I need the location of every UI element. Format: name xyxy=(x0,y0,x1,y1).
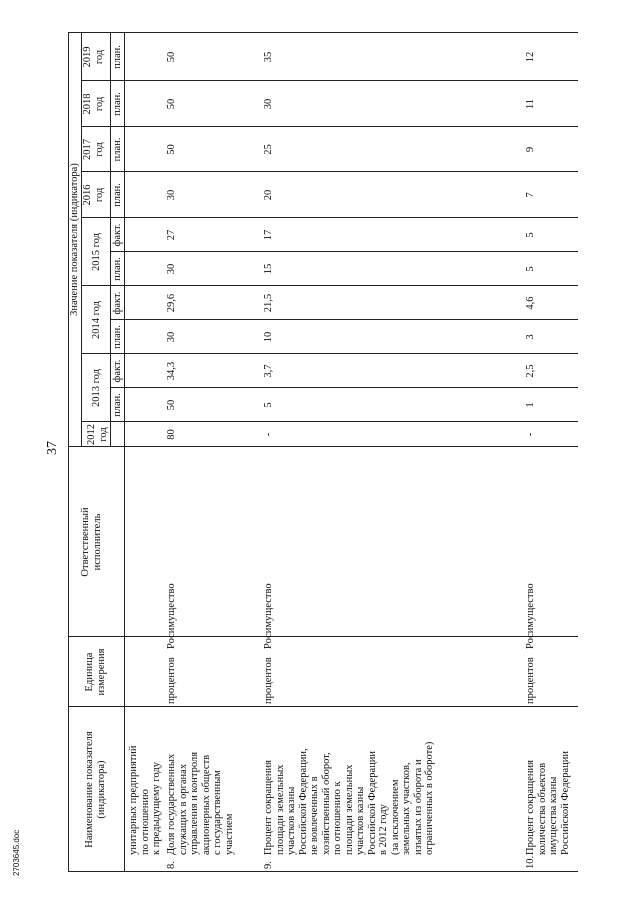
row-name xyxy=(128,745,163,855)
header-fact-2013: факт. xyxy=(112,359,123,383)
footer-file-name: 2703645.doc xyxy=(12,829,21,876)
header-year-2012-line: год xyxy=(97,427,109,442)
row-name-line: хозяйственный оборот, xyxy=(320,752,332,855)
value-2014-plan: 10 xyxy=(263,331,274,343)
header-year-2015: 2015 год xyxy=(91,233,102,271)
row-name-line: ограниченных в обороте) xyxy=(424,741,435,855)
row-name xyxy=(525,751,571,855)
plan-fact-split-2014 xyxy=(110,319,578,320)
header-executor-line: Ответственный xyxy=(80,507,91,577)
col-border-left xyxy=(68,871,578,872)
col-border-2018-2019 xyxy=(81,80,578,81)
header-plan-2013: план. xyxy=(112,393,123,417)
col-border-2014-2015 xyxy=(81,285,578,286)
header-year-2018-line: год xyxy=(93,96,105,112)
value-2013-plan: 5 xyxy=(263,402,274,408)
header-indicator-name xyxy=(84,707,107,872)
row-unit: процентов xyxy=(263,657,274,704)
row-name-line: служащих в органах xyxy=(177,763,189,855)
header-year-2012-line: 2012 xyxy=(86,424,97,445)
header-values-group: Значение показателя (индикатора) xyxy=(69,163,80,316)
col-border-2017-2018 xyxy=(81,126,578,127)
row-executor: Росимущество xyxy=(525,583,536,649)
row-name-line: Российской Федерации xyxy=(559,751,571,855)
value-2019-plan: 50 xyxy=(166,51,177,63)
value-2015-plan: 5 xyxy=(525,266,536,272)
value-2019-plan: 12 xyxy=(525,51,536,63)
header-year-2019-line: 2019 xyxy=(82,46,93,68)
value-2013-fact: 3,7 xyxy=(263,364,274,378)
row-name-line: Российской Федерации, xyxy=(297,748,309,855)
page-number: 37 xyxy=(45,441,60,455)
table-header-bottom-border xyxy=(124,32,125,872)
value-2017-plan: 50 xyxy=(166,144,177,155)
row-number: 9. xyxy=(263,861,274,869)
value-2013-fact: 34,3 xyxy=(166,361,177,381)
value-2016-plan: 20 xyxy=(263,189,274,201)
row-name-line: (за исключением xyxy=(389,779,401,855)
header-year-2016 xyxy=(82,172,105,218)
value-2014-plan: 30 xyxy=(166,331,177,343)
row-name-line: к предыдущему году xyxy=(151,762,162,855)
col-border-2013-2014 xyxy=(81,353,578,354)
col-border-unit-executor xyxy=(68,636,578,637)
value-2015-plan: 30 xyxy=(166,263,177,275)
header-year-2016-line: год xyxy=(93,187,105,203)
header-plan-2016: план. xyxy=(112,183,123,207)
header-year-2019-line: год xyxy=(93,49,105,65)
header-year-2017-line: 2017 xyxy=(82,139,93,160)
value-2019-plan: 35 xyxy=(263,51,274,63)
row-name-line: в 2012 году xyxy=(378,804,389,855)
col-border-right xyxy=(68,32,578,33)
header-year-2018-line: 2018 xyxy=(82,93,93,115)
row-name-line: площади земельных xyxy=(343,764,355,855)
header-fact-2014: факт. xyxy=(112,291,123,315)
header-indicator-name-line: Наименование показателя xyxy=(84,731,95,848)
value-2014-fact: 4,6 xyxy=(525,296,536,310)
row-name-line: земельных участков, xyxy=(401,762,412,855)
value-2016-plan: 7 xyxy=(525,192,536,198)
value-2014-fact: 29,6 xyxy=(166,293,177,313)
header-plan-2017: план. xyxy=(112,137,123,162)
value-2014-plan: 3 xyxy=(525,334,536,340)
value-2017-plan: 25 xyxy=(263,144,274,155)
header-executor xyxy=(80,447,103,637)
row-name-line: Российской Федерации xyxy=(366,751,378,855)
value-2018-plan: 30 xyxy=(263,98,274,110)
value-2013-plan: 1 xyxy=(525,402,536,408)
row-name-line: количества объектов xyxy=(536,762,548,855)
row-name-line: с государственным xyxy=(212,770,223,855)
value-2013-plan: 50 xyxy=(166,399,177,411)
col-border-2012-2013 xyxy=(81,421,578,422)
value-2013-fact: 2,5 xyxy=(525,364,536,378)
row-name-line: изъятых из оборота и xyxy=(412,759,424,855)
value-2015-fact: 17 xyxy=(263,229,274,241)
header-year-2017-line: год xyxy=(93,142,105,157)
row-name-line: Доля государственных xyxy=(166,753,177,855)
col-border-name-unit xyxy=(68,706,578,707)
row-name-line: площади земельных xyxy=(274,764,286,855)
header-year-2018 xyxy=(82,81,105,127)
plan-fact-split-2013 xyxy=(110,387,578,388)
value-2015-plan: 15 xyxy=(263,263,274,275)
header-plan-2019: план. xyxy=(112,45,123,69)
row-executor: Росимущество xyxy=(166,583,177,649)
header-year-2016-line: 2016 xyxy=(82,184,93,206)
indicator-table xyxy=(68,32,578,872)
value-2012: - xyxy=(525,432,536,437)
row-unit: процентов xyxy=(166,657,177,704)
row-name-line: не вовлеченных в xyxy=(309,776,320,855)
row-name-line: унитарных предприятий xyxy=(128,745,139,855)
col-border-2016-2017 xyxy=(81,171,578,172)
row-name-line: Процент сокращения xyxy=(525,760,536,855)
row-name-line: Процент сокращения xyxy=(263,760,274,855)
header-year-2019 xyxy=(82,33,105,81)
plan-fact-split-2015 xyxy=(110,251,578,252)
row-name xyxy=(166,752,235,855)
header-unit xyxy=(84,637,107,707)
row-name-line: участков казны xyxy=(286,786,297,855)
value-2016-plan: 30 xyxy=(166,189,177,201)
col-border-executor-values xyxy=(68,446,578,447)
header-executor-line: исполнитель xyxy=(91,513,103,571)
row-executor: Росимущество xyxy=(263,583,274,649)
header-year-2012 xyxy=(86,422,109,447)
header-plan-2014: план. xyxy=(112,325,123,349)
row-name-line: по отношению xyxy=(139,789,151,855)
row-unit: процентов xyxy=(525,657,536,704)
value-2017-plan: 9 xyxy=(525,146,536,153)
row-name-line: участием xyxy=(223,813,235,855)
value-2018-plan: 11 xyxy=(525,98,536,110)
row-name-line: управления и контроля xyxy=(189,751,200,855)
row-number: 8. xyxy=(166,861,177,869)
value-2012: - xyxy=(263,432,274,437)
col-border-2015-2016 xyxy=(81,217,578,218)
row-name-line: акционерных обществ xyxy=(200,754,212,855)
header-fact-2015: факт. xyxy=(112,223,123,247)
header-year-2013: 2013 год xyxy=(91,369,102,407)
header-unit-line: Единица xyxy=(84,652,95,692)
header-indicator-name-line: (индикатора) xyxy=(95,760,107,819)
header-year-2017 xyxy=(82,127,105,172)
value-2015-fact: 27 xyxy=(166,229,177,241)
value-2014-fact: 21,5 xyxy=(263,293,274,313)
row-name-line: имущества казны xyxy=(548,776,559,855)
row-name-line: участков казны xyxy=(355,786,366,855)
plan-fact-divider xyxy=(110,32,111,447)
header-year-2014: 2014 год xyxy=(91,301,102,339)
value-2012: 80 xyxy=(166,429,177,440)
value-2015-fact: 5 xyxy=(525,232,536,238)
header-unit-line: измерения xyxy=(95,648,107,696)
row-number: 10. xyxy=(525,855,536,869)
header-plan-2018: план. xyxy=(112,92,123,116)
header-plan-2015: план. xyxy=(112,257,123,281)
row-name-line: по отношению к xyxy=(332,781,343,855)
row-name xyxy=(263,742,436,855)
value-2018-plan: 50 xyxy=(166,98,177,110)
